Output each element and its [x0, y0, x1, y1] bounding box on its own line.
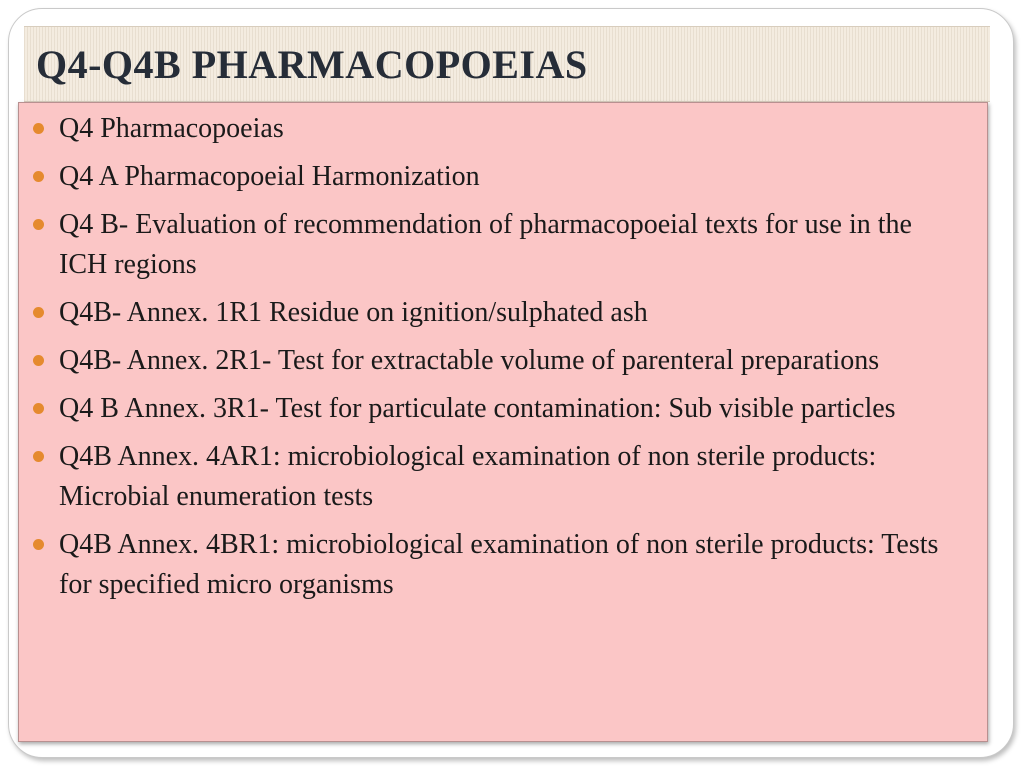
- bullet-text: Q4B Annex. 4AR1: microbiological examination of non sterile products: Microbial enumeration tests: [59, 441, 877, 512]
- bullet-dot-icon: [33, 307, 44, 318]
- bullet-item: [33, 293, 947, 333]
- bullet-dot-icon: [33, 451, 44, 462]
- bullet-list: [19, 103, 987, 605]
- bullet-text: Q4 B Annex. 3R1- Test for particulate contamination: Sub visible particles: [59, 393, 896, 424]
- title-bar: [24, 26, 990, 102]
- bullet-item: [33, 341, 947, 381]
- content-box: [18, 102, 988, 742]
- slide-title: Q4-Q4B PHARMACOPOEIAS: [36, 42, 588, 87]
- bullet-item: [33, 109, 947, 149]
- bullet-item: [33, 437, 947, 517]
- bullet-text: Q4B- Annex. 2R1- Test for extractable volume of parenteral preparations: [59, 345, 880, 376]
- bullet-text: Q4 B- Evaluation of recommendation of pharmacopoeial texts for use in the ICH regions: [59, 209, 912, 280]
- bullet-item: [33, 205, 947, 285]
- bullet-dot-icon: [33, 219, 44, 230]
- bullet-dot-icon: [33, 539, 44, 550]
- bullet-text: Q4B- Annex. 1R1 Residue on ignition/sulphated ash: [59, 297, 648, 328]
- bullet-text: Q4 A Pharmacopoeial Harmonization: [59, 161, 480, 192]
- bullet-item: [33, 157, 947, 197]
- bullet-dot-icon: [33, 123, 44, 134]
- bullet-text: Q4B Annex. 4BR1: microbiological examination of non sterile products: Tests for specified micro organisms: [59, 529, 939, 600]
- bullet-dot-icon: [33, 355, 44, 366]
- bullet-dot-icon: [33, 403, 44, 414]
- bullet-text: Q4 Pharmacopoeias: [59, 113, 284, 144]
- bullet-dot-icon: [33, 171, 44, 182]
- bullet-item: [33, 389, 947, 429]
- bullet-item: [33, 525, 947, 605]
